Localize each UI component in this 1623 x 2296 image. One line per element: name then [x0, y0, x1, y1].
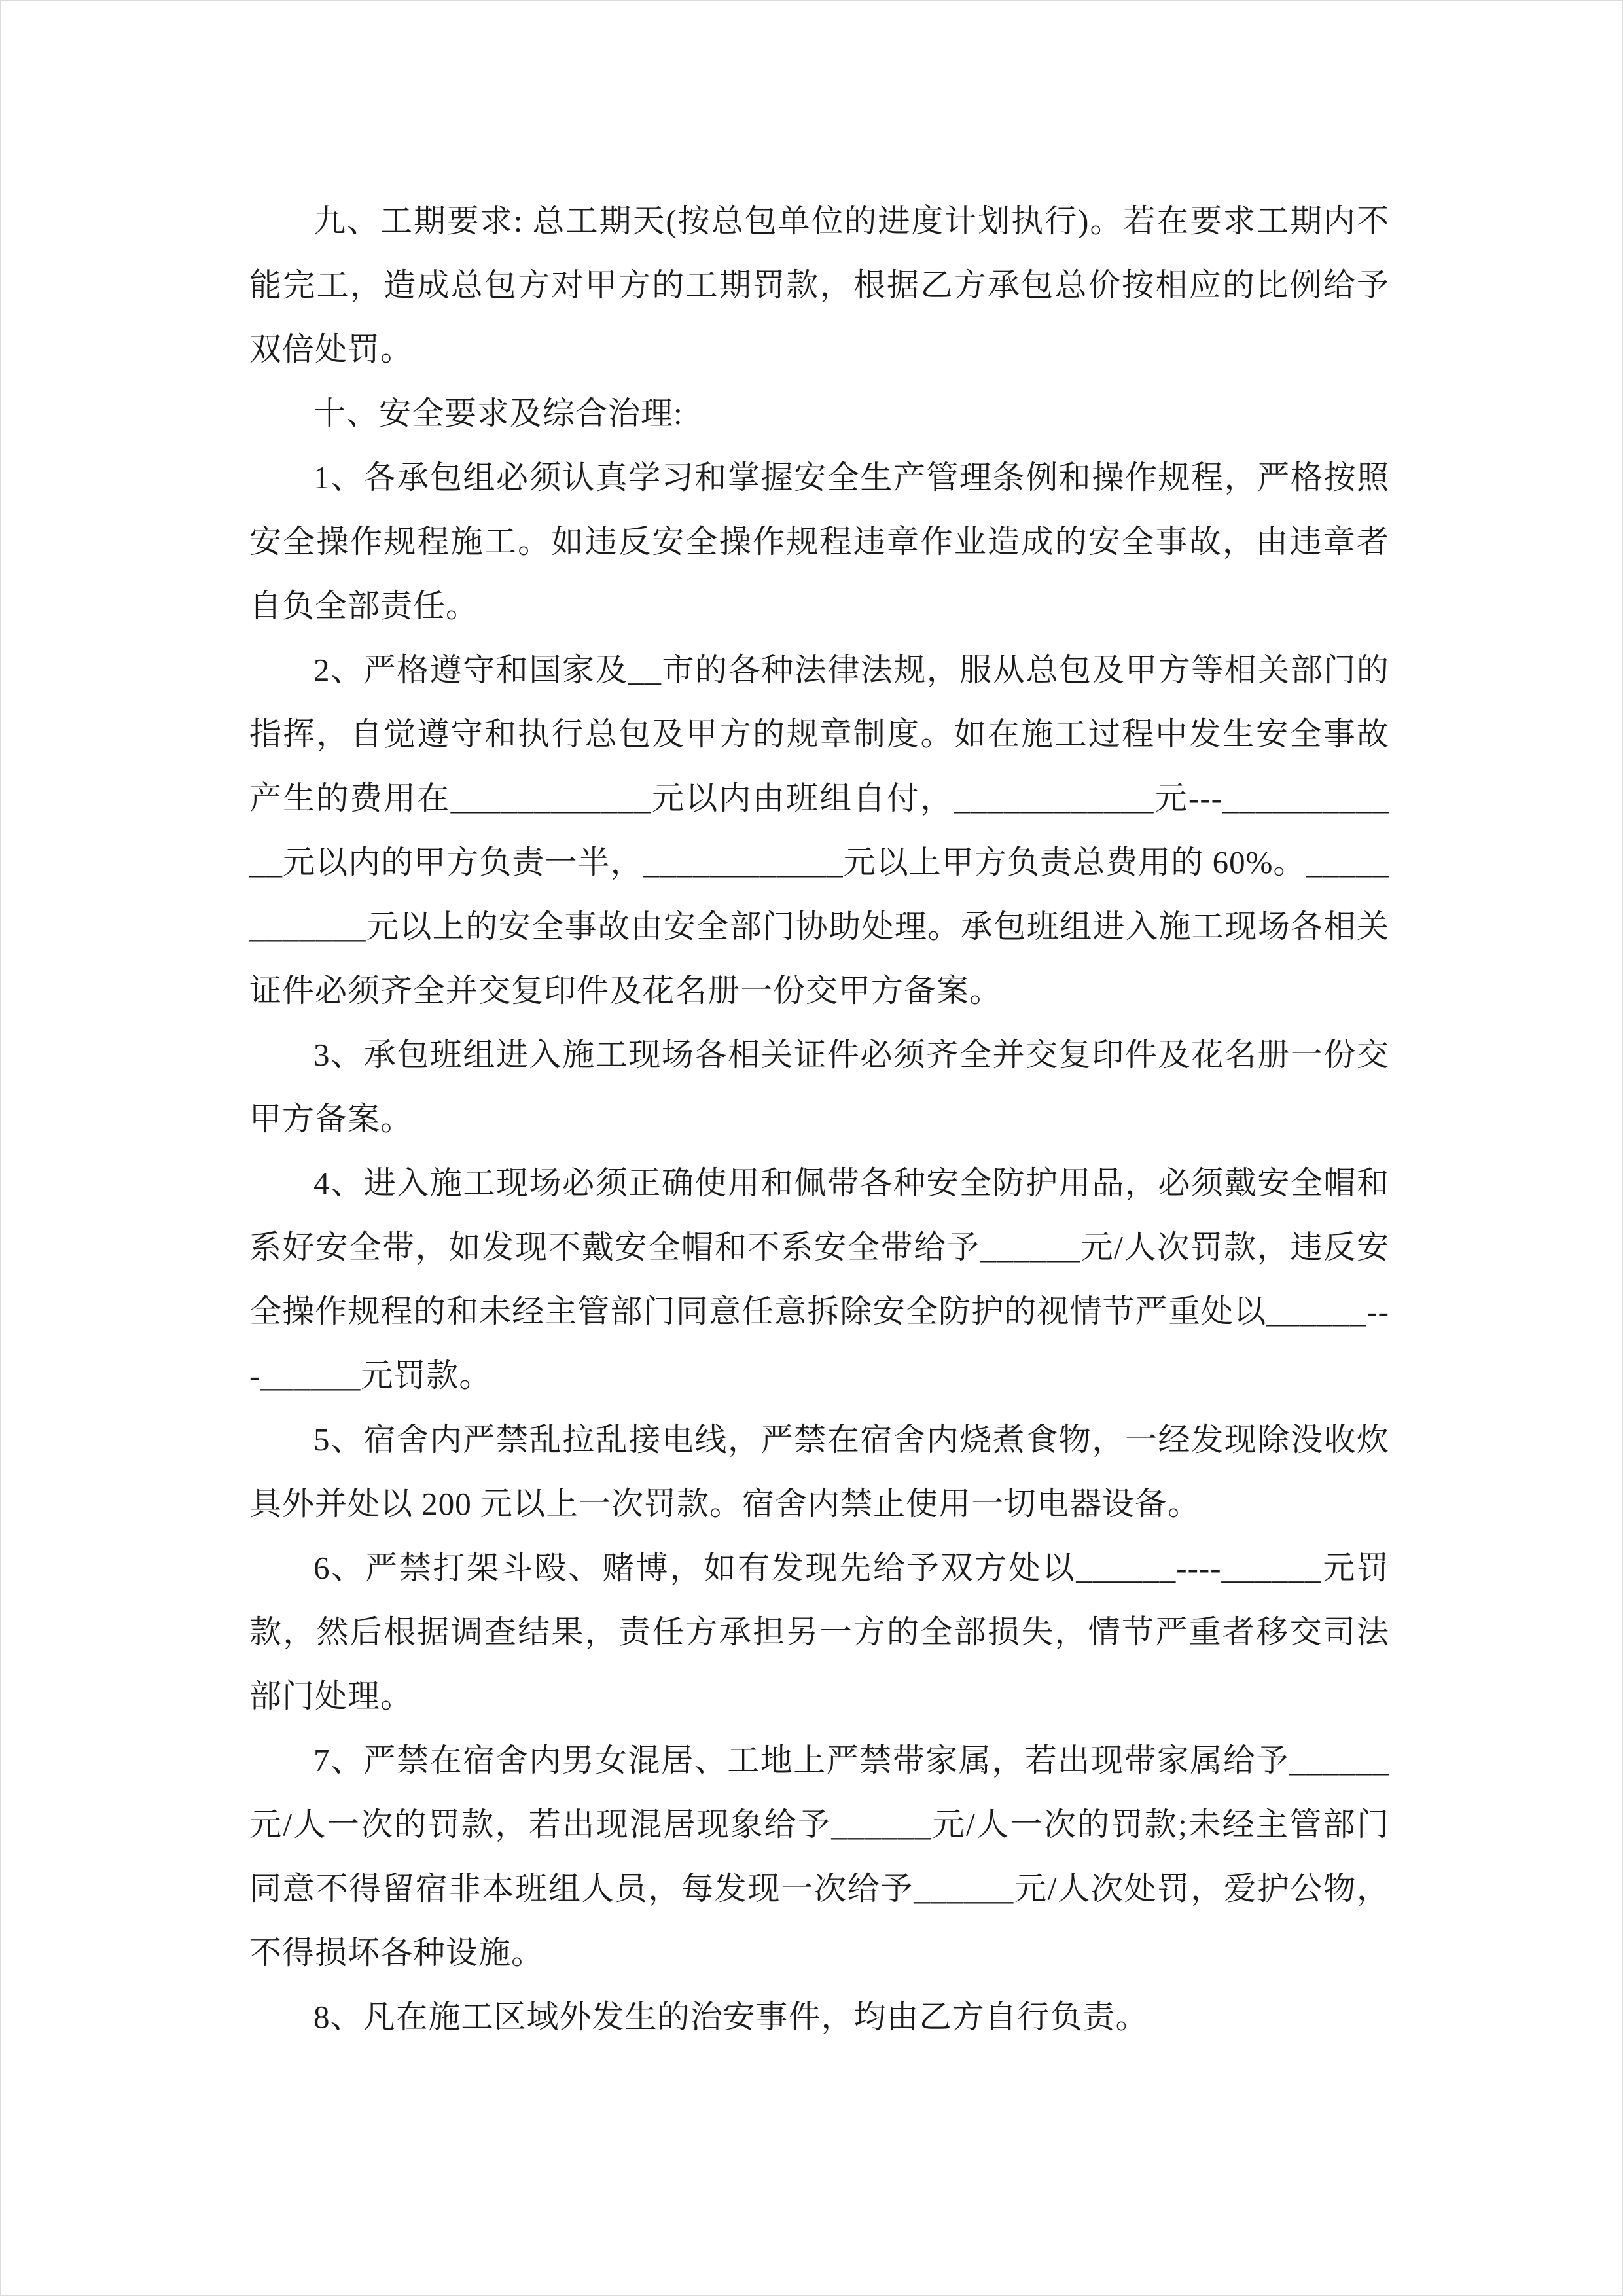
paragraph-clause-1: 1、各承包组必须认真学习和掌握安全生产管理条例和操作规程，严格按照安全操作规程施工。如违反安全操作规程违章作业造成的安全事故，由违章者自负全部责任。	[249, 459, 1389, 624]
paragraph-safety-heading: 十、安全要求及综合治理:	[313, 395, 683, 431]
paragraph-clause-4: 4、进入施工现场必须正确使用和佩带各种安全防护用品，必须戴安全帽和系好安全带，如发现不戴安全帽和不系安全带给予______元/人次罚款，违反安全操作规程的和未经主管部门同意任意拆除安全防护的视情节严重处以______---______元罚款。	[249, 1165, 1389, 1393]
paragraph-clause-5: 5、宿舍内严禁乱拉乱接电线，严禁在宿舍内烧煮食物，一经发现除没收炊具外并处以 200 元以上一次罚款。宿舍内禁止使用一切电器设备。	[249, 1422, 1389, 1522]
document-body	[249, 189, 1389, 2049]
paragraph-clause-2: 2、严格遵守和国家及__市的各种法律法规，服从总包及甲方等相关部门的指挥，自觉遵守和执行总包及甲方的规章制度。如在施工过程中发生安全事故产生的费用在____________元以内由班组自付，____________元---____________元以内的甲方负责一半，____________元以上甲方负责总费用的 60%。____________元以上的安全事故由安全部门协助处理。承包班组进入施工现场各相关证件必须齐全并交复印件及花名册一份交甲方备案。	[249, 652, 1389, 1009]
paragraph-clause-7: 7、严禁在宿舍内男女混居、工地上严禁带家属，若出现带家属给予______元/人一次的罚款，若出现混居现象给予______元/人一次的罚款;未经主管部门同意不得留宿非本班组人员，每发现一次给予______元/人次处罚，爱护公物，不得损坏各种设施。	[249, 1742, 1389, 1971]
paragraph-clause-6: 6、严禁打架斗殴、赌博，如有发现先给予双方处以______----______元罚款，然后根据调查结果，责任方承担另一方的全部损失，情节严重者移交司法部门处理。	[249, 1550, 1389, 1714]
paragraph-clause-3: 3、承包班组进入施工现场各相关证件必须齐全并交复印件及花名册一份交甲方备案。	[249, 1037, 1389, 1137]
paragraph-clause-8: 8、凡在施工区域外发生的治安事件，均由乙方自行负责。	[313, 1999, 1149, 2035]
paragraph-construction-period: 九、工期要求: 总工期天(按总包单位的进度计划执行)。若在要求工期内不能完工，造成总包方对甲方的工期罚款，根据乙方承包总价按相应的比例给予双倍处罚。	[249, 203, 1389, 367]
